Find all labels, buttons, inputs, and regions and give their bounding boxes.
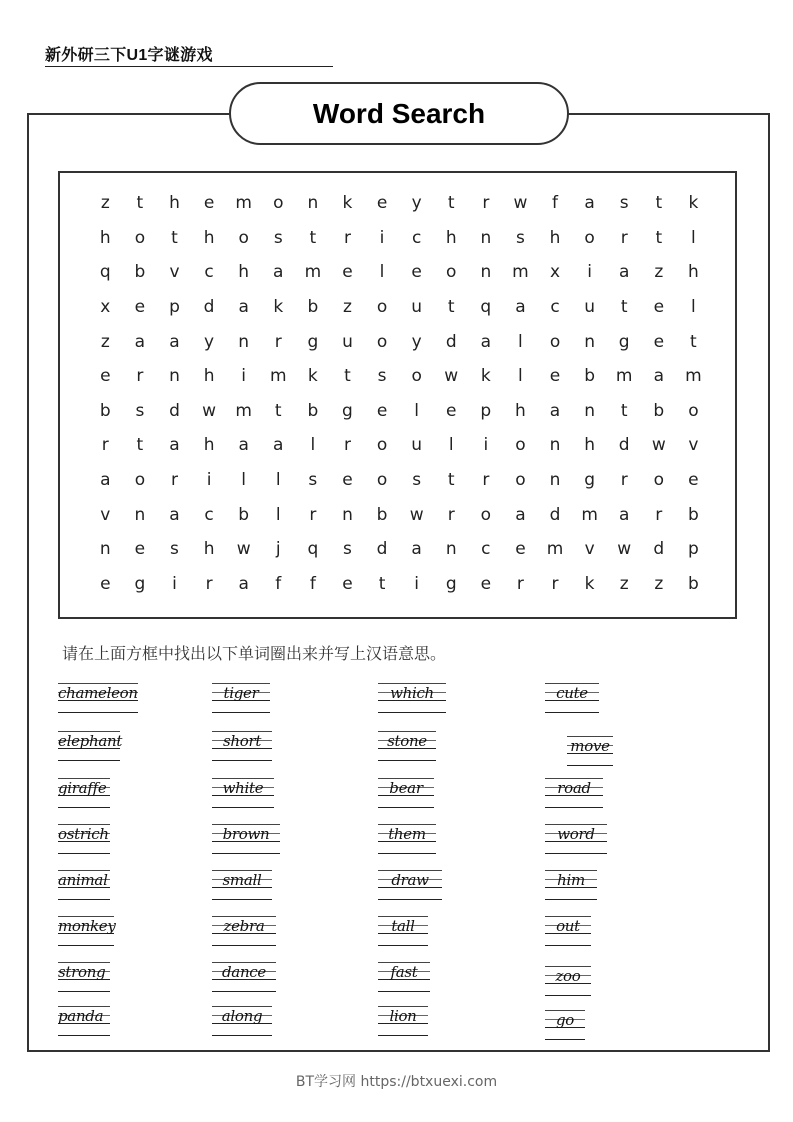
- vocab-word-text: small: [222, 871, 262, 889]
- grid-letter[interactable]: d: [618, 435, 630, 456]
- grid-letter[interactable]: b: [307, 400, 319, 421]
- vocab-word-stone: [378, 731, 436, 761]
- grid-letter[interactable]: r: [620, 470, 628, 491]
- grid-letter[interactable]: n: [584, 331, 595, 352]
- grid-letter[interactable]: t: [378, 573, 386, 594]
- grid-letter[interactable]: n: [445, 539, 457, 560]
- grid-letter[interactable]: o: [376, 297, 388, 318]
- grid-letter[interactable]: w: [513, 193, 528, 214]
- grid-letter[interactable]: l: [691, 227, 696, 248]
- vocab-word-text: out: [556, 917, 580, 935]
- grid-letter[interactable]: h: [203, 227, 215, 248]
- vocab-word-dance: [212, 962, 276, 992]
- vocab-word-text: him: [557, 871, 585, 889]
- vocab-word-road: [545, 778, 603, 808]
- grid-letter[interactable]: r: [551, 573, 559, 594]
- vocab-word-text: tiger: [223, 684, 259, 702]
- grid-letter[interactable]: g: [584, 470, 595, 491]
- grid-letter[interactable]: d: [376, 539, 388, 560]
- grid-letter[interactable]: n: [169, 366, 180, 387]
- grid-letter[interactable]: y: [411, 331, 422, 352]
- grid-letter[interactable]: r: [274, 331, 282, 352]
- grid-letter[interactable]: r: [343, 227, 351, 248]
- grid-letter[interactable]: e: [446, 400, 457, 421]
- grid-letter[interactable]: s: [308, 470, 318, 491]
- grid-letter[interactable]: u: [411, 435, 423, 456]
- grid-letter[interactable]: q: [480, 297, 492, 318]
- grid-letter[interactable]: o: [376, 470, 388, 491]
- grid-letter[interactable]: p: [169, 297, 180, 318]
- grid-letter[interactable]: d: [653, 539, 665, 560]
- grid-letter[interactable]: n: [307, 193, 319, 214]
- grid-letter[interactable]: l: [448, 435, 454, 456]
- document-title: 新外研三下U1字谜游戏: [45, 42, 333, 67]
- grid-letter[interactable]: m: [546, 539, 564, 560]
- grid-letter[interactable]: k: [584, 573, 595, 594]
- vocab-word-which: [378, 683, 446, 713]
- grid-letter[interactable]: n: [342, 504, 353, 525]
- vocab-word-text: bear: [389, 779, 423, 797]
- grid-letter[interactable]: c: [204, 504, 214, 525]
- instruction-text: 请在上面方框中找出以下单词圈出来并写上汉语意思。: [62, 644, 447, 663]
- vocab-word-elephant: [58, 731, 123, 761]
- grid-letter[interactable]: e: [688, 470, 699, 491]
- grid-letter[interactable]: b: [584, 366, 595, 387]
- vocab-word-strong: [58, 962, 110, 992]
- grid-letter[interactable]: m: [269, 366, 287, 387]
- vocab-word-fast: [378, 962, 430, 992]
- grid-letter[interactable]: s: [273, 227, 283, 248]
- grid-letter[interactable]: r: [447, 504, 455, 525]
- grid-letter[interactable]: h: [445, 227, 457, 248]
- grid-letter[interactable]: t: [690, 331, 697, 352]
- grid-letter[interactable]: r: [170, 470, 178, 491]
- grid-letter[interactable]: m: [304, 262, 322, 283]
- grid-letter[interactable]: s: [343, 539, 352, 560]
- grid-letter[interactable]: b: [687, 573, 699, 594]
- vocab-word-ostrich: [58, 824, 110, 854]
- grid-letter[interactable]: h: [169, 193, 180, 214]
- vocab-word-him: [545, 870, 597, 900]
- grid-letter[interactable]: l: [275, 504, 281, 525]
- grid-letter[interactable]: z: [342, 297, 352, 318]
- grid-letter[interactable]: y: [411, 193, 422, 214]
- grid-letter[interactable]: e: [203, 193, 215, 214]
- grid-letter[interactable]: a: [515, 504, 526, 525]
- grid-letter[interactable]: k: [688, 193, 699, 214]
- vocab-word-text: monkey: [58, 917, 116, 935]
- grid-letter[interactable]: i: [483, 435, 489, 456]
- grid-letter[interactable]: s: [377, 366, 387, 387]
- grid-letter[interactable]: o: [273, 193, 284, 214]
- vocab-word-text: zoo: [555, 967, 581, 985]
- vocab-word-panda: [58, 1006, 110, 1036]
- grid-letter[interactable]: l: [310, 435, 316, 456]
- vocab-word-zebra: [212, 916, 276, 946]
- grid-letter[interactable]: e: [653, 331, 665, 352]
- grid-letter[interactable]: k: [273, 297, 284, 318]
- grid-letter[interactable]: c: [550, 297, 560, 318]
- grid-letter[interactable]: e: [549, 366, 561, 387]
- grid-letter[interactable]: p: [687, 539, 699, 560]
- vocab-word-text: cute: [556, 684, 588, 702]
- vocab-word-text: lion: [389, 1007, 417, 1025]
- vocab-word-text: animal: [58, 871, 108, 889]
- grid-letter[interactable]: e: [134, 297, 146, 318]
- vocab-word-text: move: [570, 737, 610, 755]
- grid-letter[interactable]: w: [409, 504, 424, 525]
- vocab-word-text: brown: [222, 825, 270, 843]
- grid-letter[interactable]: z: [100, 331, 110, 352]
- grid-letter[interactable]: s: [515, 227, 525, 248]
- grid-letter[interactable]: a: [134, 331, 146, 352]
- grid-letter[interactable]: o: [688, 400, 699, 421]
- grid-letter[interactable]: t: [447, 297, 455, 318]
- vocab-word-cute: [545, 683, 599, 713]
- grid-letter[interactable]: q: [307, 539, 319, 560]
- vocab-word-move: [567, 736, 613, 766]
- grid-letter[interactable]: l: [691, 297, 696, 318]
- grid-letter[interactable]: g: [618, 331, 630, 352]
- grid-letter[interactable]: e: [480, 573, 492, 594]
- vocab-word-tiger: [212, 683, 270, 713]
- grid-letter[interactable]: t: [447, 470, 455, 491]
- vocab-word-text: word: [557, 825, 595, 843]
- vocab-word-text: them: [388, 825, 426, 843]
- vocab-word-go: [545, 1010, 585, 1040]
- vocab-word-brown: [212, 824, 280, 854]
- grid-letter[interactable]: l: [518, 366, 523, 387]
- grid-letter[interactable]: a: [100, 470, 111, 491]
- grid-letter[interactable]: e: [376, 400, 388, 421]
- grid-letter[interactable]: v: [169, 262, 180, 283]
- grid-letter[interactable]: s: [135, 400, 145, 421]
- grid-letter[interactable]: r: [620, 227, 628, 248]
- grid-letter[interactable]: a: [238, 435, 249, 456]
- vocab-word-text: ostrich: [58, 825, 109, 843]
- grid-letter[interactable]: r: [482, 193, 490, 214]
- grid-letter[interactable]: l: [414, 400, 419, 421]
- grid-letter[interactable]: f: [552, 193, 559, 214]
- grid-letter[interactable]: s: [412, 470, 422, 491]
- vocab-word-tall: [378, 916, 428, 946]
- grid-letter[interactable]: k: [480, 366, 491, 387]
- grid-letter[interactable]: t: [655, 193, 663, 214]
- grid-letter[interactable]: s: [170, 539, 179, 560]
- grid-letter[interactable]: a: [273, 262, 284, 283]
- vocab-word-text: panda: [58, 1007, 104, 1025]
- grid-letter[interactable]: m: [615, 366, 633, 387]
- grid-letter[interactable]: t: [620, 400, 628, 421]
- grid-letter[interactable]: b: [134, 262, 146, 283]
- grid-letter[interactable]: h: [515, 400, 526, 421]
- grid-letter[interactable]: r: [136, 366, 144, 387]
- grid-letter[interactable]: o: [653, 470, 664, 491]
- grid-letter[interactable]: b: [99, 400, 111, 421]
- grid-letter[interactable]: o: [515, 435, 526, 456]
- grid-letter[interactable]: u: [411, 297, 423, 318]
- vocab-word-text: short: [222, 732, 262, 750]
- grid-letter[interactable]: a: [515, 297, 526, 318]
- vocab-word-short: [212, 731, 272, 761]
- grid-letter[interactable]: w: [651, 435, 666, 456]
- grid-letter[interactable]: r: [101, 435, 109, 456]
- grid-letter[interactable]: q: [99, 262, 111, 283]
- grid-letter[interactable]: u: [342, 331, 353, 352]
- grid-letter[interactable]: b: [687, 504, 699, 525]
- grid-letter[interactable]: k: [342, 193, 353, 214]
- vocab-word-text: giraffe: [58, 779, 107, 797]
- grid-letter[interactable]: a: [169, 435, 180, 456]
- word-search-grid: [88, 186, 711, 601]
- grid-letter[interactable]: i: [379, 227, 385, 248]
- grid-letter[interactable]: x: [549, 262, 561, 283]
- vocab-word-text: stone: [387, 732, 427, 750]
- grid-letter[interactable]: e: [100, 573, 111, 594]
- grid-letter[interactable]: w: [236, 539, 251, 560]
- grid-letter[interactable]: k: [307, 366, 318, 387]
- vocab-word-text: dance: [222, 963, 266, 981]
- vocab-word-text: which: [390, 684, 434, 702]
- grid-letter[interactable]: i: [172, 573, 177, 594]
- grid-letter[interactable]: r: [343, 435, 351, 456]
- vocab-word-text: along: [221, 1007, 263, 1025]
- grid-letter[interactable]: r: [309, 504, 317, 525]
- grid-letter[interactable]: g: [342, 400, 353, 421]
- vocab-word-text: fast: [390, 963, 418, 981]
- grid-letter[interactable]: z: [619, 573, 629, 594]
- vocab-word-white: [212, 778, 274, 808]
- grid-letter[interactable]: t: [274, 400, 282, 421]
- vocab-word-bear: [378, 778, 434, 808]
- vocab-word-text: road: [557, 779, 591, 797]
- vocab-word-text: strong: [58, 963, 106, 981]
- grid-letter[interactable]: o: [411, 366, 422, 387]
- grid-letter[interactable]: d: [445, 331, 457, 352]
- grid-letter[interactable]: y: [204, 331, 215, 352]
- vocab-word-out: [545, 916, 591, 946]
- grid-letter[interactable]: o: [134, 227, 146, 248]
- grid-letter[interactable]: h: [238, 262, 250, 283]
- grid-letter[interactable]: h: [688, 262, 699, 283]
- grid-letter[interactable]: t: [447, 193, 455, 214]
- vocab-word-zoo: [545, 966, 591, 996]
- grid-letter[interactable]: l: [379, 262, 385, 283]
- grid-letter[interactable]: i: [587, 262, 592, 283]
- grid-letter[interactable]: a: [584, 193, 595, 214]
- grid-letter[interactable]: f: [275, 573, 282, 594]
- vocab-word-draw: [378, 870, 442, 900]
- vocab-word-text: elephant: [58, 732, 123, 750]
- vocab-word-text: go: [555, 1011, 575, 1029]
- grid-letter[interactable]: n: [549, 470, 561, 491]
- vocab-word-text: chameleon: [58, 684, 138, 702]
- grid-letter[interactable]: o: [480, 504, 492, 525]
- grid-letter[interactable]: o: [238, 227, 249, 248]
- grid-letter[interactable]: a: [653, 366, 664, 387]
- grid-letter[interactable]: v: [584, 539, 595, 560]
- grid-letter[interactable]: a: [480, 331, 492, 352]
- grid-letter[interactable]: a: [273, 435, 284, 456]
- grid-letter[interactable]: o: [515, 470, 526, 491]
- grid-letter[interactable]: e: [342, 470, 353, 491]
- grid-letter[interactable]: t: [344, 366, 351, 387]
- grid-letter[interactable]: h: [584, 435, 595, 456]
- grid-letter[interactable]: g: [445, 573, 457, 594]
- grid-letter[interactable]: v: [100, 504, 111, 525]
- vocab-word-giraffe: [58, 778, 110, 808]
- grid-letter[interactable]: c: [411, 227, 422, 248]
- grid-letter[interactable]: n: [99, 539, 111, 560]
- grid-letter[interactable]: z: [654, 262, 664, 283]
- footer-watermark: BT学习网 https://btxuexi.com: [295, 1074, 498, 1090]
- grid-letter[interactable]: a: [549, 400, 561, 421]
- grid-letter[interactable]: h: [549, 227, 561, 248]
- grid-letter[interactable]: e: [653, 297, 665, 318]
- grid-letter[interactable]: a: [169, 504, 180, 525]
- grid-letter[interactable]: t: [309, 227, 317, 248]
- grid-letter[interactable]: x: [100, 297, 111, 318]
- grid-letter[interactable]: h: [99, 227, 111, 248]
- vocab-word-word: [545, 824, 607, 854]
- grid-letter[interactable]: g: [134, 573, 146, 594]
- grid-letter[interactable]: e: [376, 193, 388, 214]
- vocab-word-along: [212, 1006, 272, 1036]
- grid-letter[interactable]: w: [202, 400, 217, 421]
- grid-letter[interactable]: h: [203, 366, 215, 387]
- grid-letter[interactable]: a: [169, 331, 180, 352]
- grid-letter[interactable]: t: [620, 297, 628, 318]
- grid-letter[interactable]: r: [482, 470, 490, 491]
- grid-letter[interactable]: t: [171, 227, 178, 248]
- grid-letter[interactable]: h: [203, 539, 215, 560]
- grid-letter[interactable]: b: [653, 400, 665, 421]
- grid-letter[interactable]: o: [549, 331, 561, 352]
- grid-letter[interactable]: o: [584, 227, 595, 248]
- vocab-word-animal: [58, 870, 110, 900]
- grid-letter[interactable]: g: [307, 331, 319, 352]
- vocab-word-text: zebra: [223, 917, 265, 935]
- vocab-word-chameleon: [58, 683, 138, 713]
- vocab-word-text: white: [222, 779, 264, 797]
- grid-letter[interactable]: e: [342, 262, 353, 283]
- grid-letter[interactable]: a: [238, 297, 249, 318]
- grid-letter[interactable]: w: [444, 366, 459, 387]
- grid-letter[interactable]: b: [307, 297, 319, 318]
- grid-letter[interactable]: o: [446, 262, 457, 283]
- grid-letter[interactable]: m: [512, 262, 529, 283]
- worksheet-heading: Word Search: [229, 82, 569, 145]
- grid-letter[interactable]: e: [411, 262, 422, 283]
- vocab-word-text: draw: [391, 871, 429, 889]
- vocab-word-text: tall: [391, 917, 415, 935]
- grid-letter[interactable]: a: [411, 539, 422, 560]
- grid-letter[interactable]: o: [376, 435, 388, 456]
- grid-letter[interactable]: o: [134, 470, 146, 491]
- grid-letter[interactable]: m: [235, 400, 252, 421]
- vocab-word-lion: [378, 1006, 428, 1036]
- grid-letter[interactable]: r: [205, 573, 213, 594]
- vocab-word-monkey: [58, 916, 114, 946]
- grid-letter[interactable]: o: [376, 331, 388, 352]
- grid-letter[interactable]: b: [238, 504, 250, 525]
- grid-letter[interactable]: e: [342, 573, 353, 594]
- grid-letter[interactable]: e: [100, 366, 111, 387]
- grid-letter[interactable]: n: [480, 262, 492, 283]
- grid-letter[interactable]: t: [136, 193, 144, 214]
- grid-letter[interactable]: d: [549, 504, 561, 525]
- grid-letter[interactable]: f: [309, 573, 316, 594]
- grid-letter[interactable]: d: [203, 297, 215, 318]
- grid-letter[interactable]: l: [275, 470, 281, 491]
- grid-letter[interactable]: b: [376, 504, 388, 525]
- grid-letter[interactable]: n: [238, 331, 250, 352]
- grid-letter[interactable]: a: [238, 573, 249, 594]
- grid-letter[interactable]: m: [235, 193, 252, 214]
- grid-letter[interactable]: p: [480, 400, 492, 421]
- grid-letter[interactable]: c: [204, 262, 214, 283]
- grid-letter[interactable]: e: [134, 539, 146, 560]
- grid-letter[interactable]: m: [685, 366, 702, 387]
- grid-letter[interactable]: v: [688, 435, 699, 456]
- grid-letter[interactable]: n: [480, 227, 492, 248]
- grid-letter[interactable]: i: [414, 573, 419, 594]
- grid-letter[interactable]: a: [618, 262, 630, 283]
- grid-letter[interactable]: a: [618, 504, 630, 525]
- grid-letter[interactable]: t: [655, 227, 663, 248]
- grid-letter[interactable]: r: [516, 573, 524, 594]
- grid-letter[interactable]: z: [654, 573, 664, 594]
- grid-letter[interactable]: h: [203, 435, 215, 456]
- grid-letter[interactable]: i: [241, 366, 247, 387]
- grid-letter[interactable]: n: [134, 504, 146, 525]
- grid-letter[interactable]: w: [617, 539, 632, 560]
- grid-letter[interactable]: n: [584, 400, 595, 421]
- grid-letter[interactable]: m: [581, 504, 598, 525]
- grid-letter[interactable]: c: [481, 539, 491, 560]
- grid-letter[interactable]: u: [584, 297, 595, 318]
- grid-letter[interactable]: l: [241, 470, 247, 491]
- grid-letter[interactable]: l: [518, 331, 523, 352]
- vocab-word-small: [212, 870, 272, 900]
- grid-letter[interactable]: n: [549, 435, 561, 456]
- grid-letter[interactable]: e: [515, 539, 526, 560]
- grid-letter[interactable]: d: [169, 400, 180, 421]
- vocab-word-them: [378, 824, 436, 854]
- grid-letter[interactable]: z: [100, 193, 110, 214]
- grid-letter[interactable]: r: [655, 504, 663, 525]
- grid-letter[interactable]: s: [619, 193, 629, 214]
- grid-letter[interactable]: j: [275, 539, 281, 560]
- grid-letter[interactable]: i: [206, 470, 212, 491]
- grid-letter[interactable]: t: [136, 435, 144, 456]
